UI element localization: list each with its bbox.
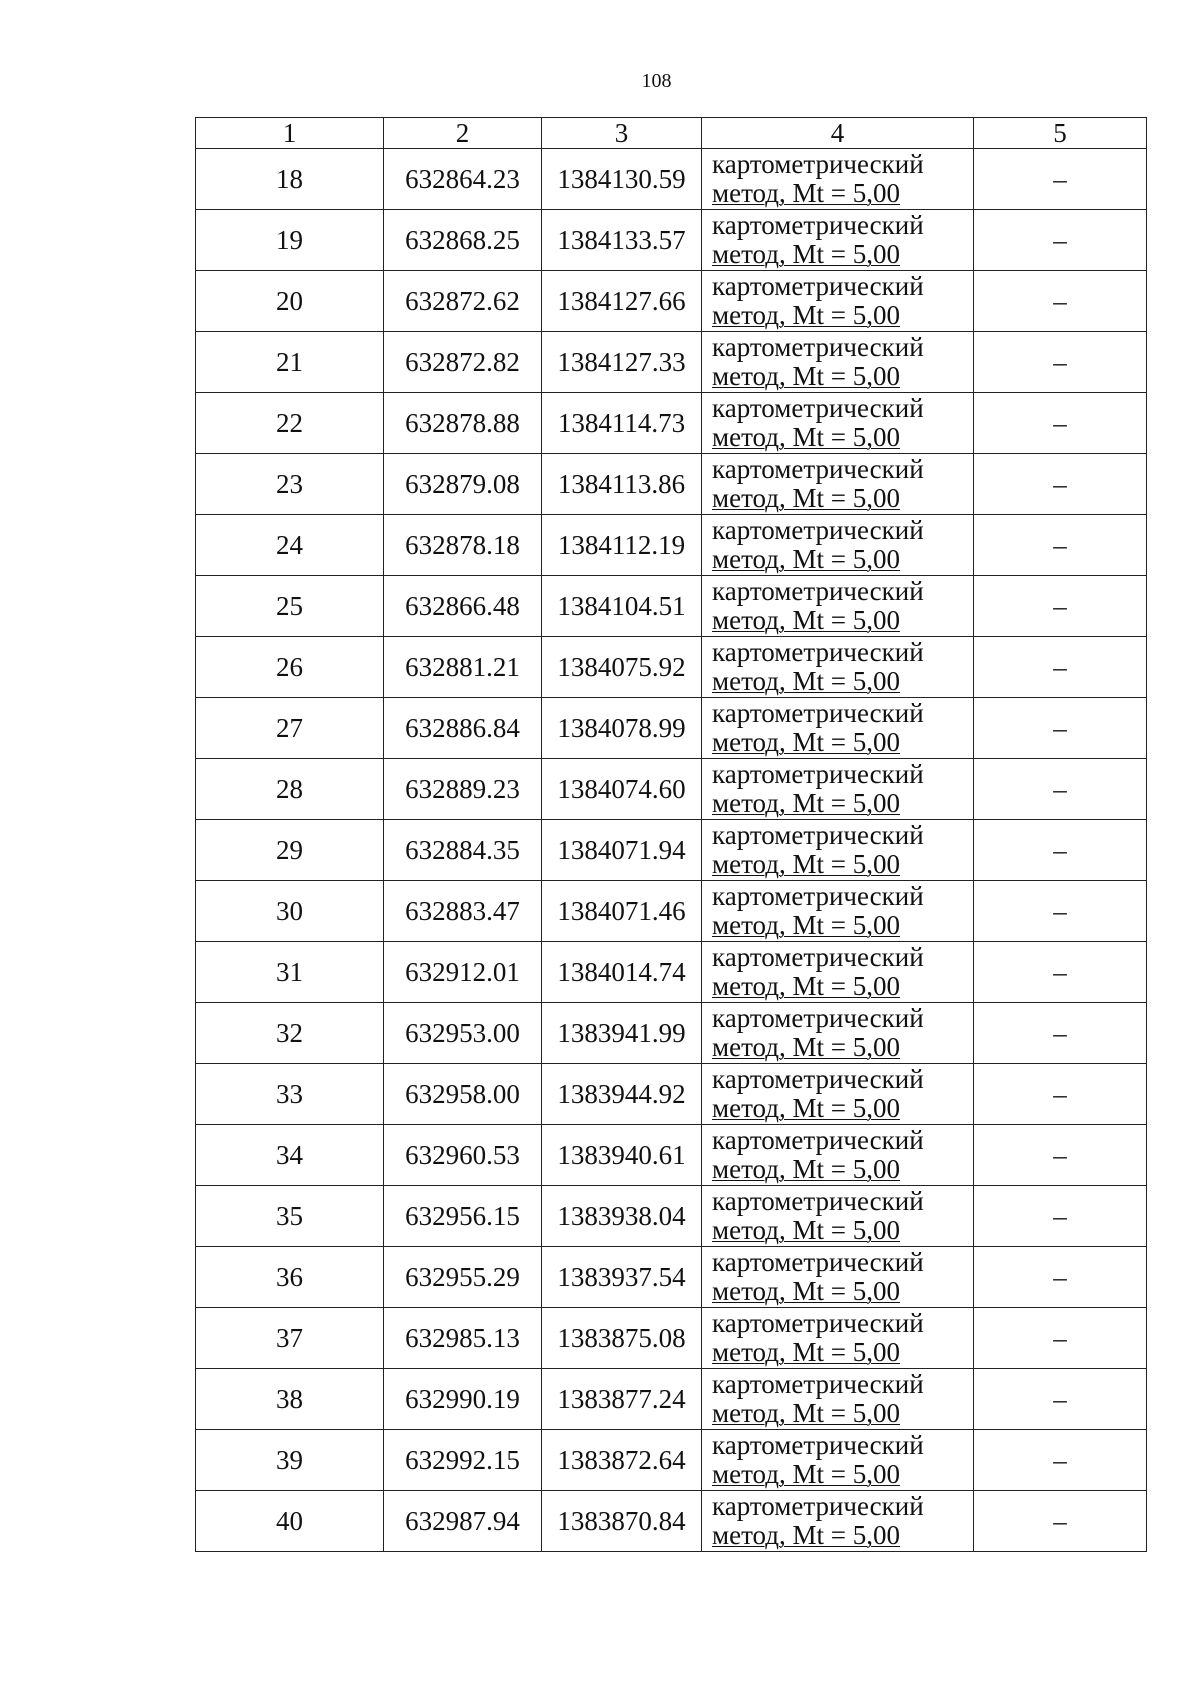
method-text-line-2: метод, Mt = 5,00: [712, 849, 900, 879]
x-coordinate-cell: 632953.00: [384, 1003, 542, 1064]
x-coordinate-cell: 632878.18: [384, 515, 542, 576]
method-text-line-1: картометрический: [712, 149, 924, 179]
x-coordinate-cell: 632960.53: [384, 1125, 542, 1186]
table-row: [196, 1430, 1147, 1491]
column-5-cell: –: [974, 515, 1147, 576]
header-col-1: 1: [196, 118, 384, 149]
point-number-cell: 23: [196, 454, 384, 515]
method-cell: [702, 1369, 974, 1430]
y-coordinate-cell: 1384104.51: [542, 576, 702, 637]
method-text-line-1: картометрический: [712, 271, 924, 301]
method-text-line-2: метод, Mt = 5,00: [712, 178, 900, 208]
table-row: [196, 820, 1147, 881]
header-col-5: 5: [974, 118, 1147, 149]
method-text-line-2: метод, Mt = 5,00: [712, 1459, 900, 1489]
table-row: [196, 393, 1147, 454]
table-row: [196, 1064, 1147, 1125]
y-coordinate-cell: 1383941.99: [542, 1003, 702, 1064]
method-cell: [702, 881, 974, 942]
method-text-line-2: метод, Mt = 5,00: [712, 361, 900, 391]
method-cell: [702, 210, 974, 271]
column-5-cell: –: [974, 332, 1147, 393]
x-coordinate-cell: 632884.35: [384, 820, 542, 881]
x-coordinate-cell: 632878.88: [384, 393, 542, 454]
column-5-cell: –: [974, 1491, 1147, 1552]
x-coordinate-cell: 632866.48: [384, 576, 542, 637]
point-number-cell: 31: [196, 942, 384, 1003]
method-text-line-1: картометрический: [712, 1369, 924, 1399]
x-coordinate-cell: 632990.19: [384, 1369, 542, 1430]
method-text-line-1: картометрический: [712, 1491, 924, 1521]
table-header: [196, 118, 1147, 149]
point-number-cell: 37: [196, 1308, 384, 1369]
method-text-line-1: картометрический: [712, 1064, 924, 1094]
point-number-cell: 32: [196, 1003, 384, 1064]
y-coordinate-cell: 1383940.61: [542, 1125, 702, 1186]
column-5-cell: –: [974, 1064, 1147, 1125]
point-number-cell: 38: [196, 1369, 384, 1430]
method-text-line-1: картометрический: [712, 698, 924, 728]
y-coordinate-cell: 1383872.64: [542, 1430, 702, 1491]
point-number-cell: 26: [196, 637, 384, 698]
y-coordinate-cell: 1384130.59: [542, 149, 702, 210]
x-coordinate-cell: 632912.01: [384, 942, 542, 1003]
method-text-line-2: метод, Mt = 5,00: [712, 1276, 900, 1306]
y-coordinate-cell: 1383938.04: [542, 1186, 702, 1247]
table-row: [196, 332, 1147, 393]
method-cell: [702, 820, 974, 881]
method-text-line-2: метод, Mt = 5,00: [712, 788, 900, 818]
method-text-line-2: метод, Mt = 5,00: [712, 300, 900, 330]
method-text-line-1: картометрический: [712, 759, 924, 789]
point-number-cell: 35: [196, 1186, 384, 1247]
method-cell: [702, 759, 974, 820]
method-cell: [702, 149, 974, 210]
method-cell: [702, 1247, 974, 1308]
table-body: [196, 149, 1147, 1552]
method-cell: [702, 332, 974, 393]
method-text-line-1: картометрический: [712, 1430, 924, 1460]
method-text-line-2: метод, Mt = 5,00: [712, 1154, 900, 1184]
column-5-cell: –: [974, 1308, 1147, 1369]
point-number-cell: 20: [196, 271, 384, 332]
coordinates-table: [195, 117, 1147, 1552]
column-5-cell: –: [974, 820, 1147, 881]
column-5-cell: –: [974, 454, 1147, 515]
method-text-line-1: картометрический: [712, 210, 924, 240]
y-coordinate-cell: 1383870.84: [542, 1491, 702, 1552]
point-number-cell: 24: [196, 515, 384, 576]
column-5-cell: –: [974, 271, 1147, 332]
method-text-line-1: картометрический: [712, 881, 924, 911]
column-5-cell: –: [974, 576, 1147, 637]
table-row: [196, 1186, 1147, 1247]
method-cell: [702, 1430, 974, 1491]
method-text-line-2: метод, Mt = 5,00: [712, 666, 900, 696]
point-number-cell: 39: [196, 1430, 384, 1491]
point-number-cell: 34: [196, 1125, 384, 1186]
method-cell: [702, 1491, 974, 1552]
point-number-cell: 25: [196, 576, 384, 637]
method-cell: [702, 454, 974, 515]
x-coordinate-cell: 632985.13: [384, 1308, 542, 1369]
method-cell: [702, 576, 974, 637]
method-text-line-2: метод, Mt = 5,00: [712, 239, 900, 269]
y-coordinate-cell: 1384078.99: [542, 698, 702, 759]
method-text-line-2: метод, Mt = 5,00: [712, 1337, 900, 1367]
method-cell: [702, 1064, 974, 1125]
header-row: [196, 118, 1147, 149]
x-coordinate-cell: 632992.15: [384, 1430, 542, 1491]
point-number-cell: 18: [196, 149, 384, 210]
table-row: [196, 1125, 1147, 1186]
y-coordinate-cell: 1383877.24: [542, 1369, 702, 1430]
x-coordinate-cell: 632879.08: [384, 454, 542, 515]
header-col-2: 2: [384, 118, 542, 149]
column-5-cell: –: [974, 1430, 1147, 1491]
x-coordinate-cell: 632872.82: [384, 332, 542, 393]
method-text-line-1: картометрический: [712, 454, 924, 484]
method-text-line-2: метод, Mt = 5,00: [712, 971, 900, 1001]
table-row: [196, 698, 1147, 759]
method-text-line-1: картометрический: [712, 332, 924, 362]
method-text-line-1: картометрический: [712, 1186, 924, 1216]
x-coordinate-cell: 632889.23: [384, 759, 542, 820]
method-text-line-1: картометрический: [712, 637, 924, 667]
x-coordinate-cell: 632886.84: [384, 698, 542, 759]
method-text-line-2: метод, Mt = 5,00: [712, 1398, 900, 1428]
column-5-cell: –: [974, 1003, 1147, 1064]
table-row: [196, 881, 1147, 942]
table-row: [196, 1247, 1147, 1308]
y-coordinate-cell: 1383875.08: [542, 1308, 702, 1369]
method-cell: [702, 942, 974, 1003]
table-row: [196, 637, 1147, 698]
y-coordinate-cell: 1384074.60: [542, 759, 702, 820]
x-coordinate-cell: 632868.25: [384, 210, 542, 271]
point-number-cell: 30: [196, 881, 384, 942]
y-coordinate-cell: 1384127.66: [542, 271, 702, 332]
table-row: [196, 576, 1147, 637]
y-coordinate-cell: 1384071.46: [542, 881, 702, 942]
x-coordinate-cell: 632881.21: [384, 637, 542, 698]
point-number-cell: 22: [196, 393, 384, 454]
point-number-cell: 19: [196, 210, 384, 271]
method-text-line-1: картометрический: [712, 1247, 924, 1277]
method-text-line-1: картометрический: [712, 576, 924, 606]
header-col-4: 4: [702, 118, 974, 149]
method-cell: [702, 271, 974, 332]
point-number-cell: 28: [196, 759, 384, 820]
method-text-line-2: метод, Mt = 5,00: [712, 483, 900, 513]
method-text-line-1: картометрический: [712, 942, 924, 972]
column-5-cell: –: [974, 1247, 1147, 1308]
method-cell: [702, 393, 974, 454]
method-cell: [702, 1186, 974, 1247]
column-5-cell: –: [974, 1369, 1147, 1430]
table-row: [196, 759, 1147, 820]
y-coordinate-cell: 1384075.92: [542, 637, 702, 698]
x-coordinate-cell: 632987.94: [384, 1491, 542, 1552]
y-coordinate-cell: 1384127.33: [542, 332, 702, 393]
method-text-line-1: картометрический: [712, 1308, 924, 1338]
method-text-line-2: метод, Mt = 5,00: [712, 910, 900, 940]
method-text-line-2: метод, Mt = 5,00: [712, 1093, 900, 1123]
method-text-line-1: картометрический: [712, 393, 924, 423]
method-text-line-2: метод, Mt = 5,00: [712, 1520, 900, 1550]
y-coordinate-cell: 1384112.19: [542, 515, 702, 576]
column-5-cell: –: [974, 942, 1147, 1003]
column-5-cell: –: [974, 759, 1147, 820]
point-number-cell: 33: [196, 1064, 384, 1125]
point-number-cell: 29: [196, 820, 384, 881]
y-coordinate-cell: 1384071.94: [542, 820, 702, 881]
method-text-line-2: метод, Mt = 5,00: [712, 727, 900, 757]
x-coordinate-cell: 632958.00: [384, 1064, 542, 1125]
y-coordinate-cell: 1384114.73: [542, 393, 702, 454]
table-row: [196, 454, 1147, 515]
method-text-line-1: картометрический: [712, 1125, 924, 1155]
y-coordinate-cell: 1383937.54: [542, 1247, 702, 1308]
table-row: [196, 210, 1147, 271]
method-text-line-1: картометрический: [712, 1003, 924, 1033]
x-coordinate-cell: 632864.23: [384, 149, 542, 210]
column-5-cell: –: [974, 393, 1147, 454]
point-number-cell: 21: [196, 332, 384, 393]
y-coordinate-cell: 1384133.57: [542, 210, 702, 271]
method-cell: [702, 1308, 974, 1369]
method-cell: [702, 1125, 974, 1186]
point-number-cell: 40: [196, 1491, 384, 1552]
table-row: [196, 515, 1147, 576]
x-coordinate-cell: 632956.15: [384, 1186, 542, 1247]
method-cell: [702, 637, 974, 698]
method-cell: [702, 698, 974, 759]
x-coordinate-cell: 632883.47: [384, 881, 542, 942]
table-row: [196, 1369, 1147, 1430]
column-5-cell: –: [974, 637, 1147, 698]
method-text-line-2: метод, Mt = 5,00: [712, 1215, 900, 1245]
method-text-line-1: картометрический: [712, 515, 924, 545]
x-coordinate-cell: 632872.62: [384, 271, 542, 332]
column-5-cell: –: [974, 698, 1147, 759]
point-number-cell: 36: [196, 1247, 384, 1308]
method-text-line-2: метод, Mt = 5,00: [712, 422, 900, 452]
column-5-cell: –: [974, 1125, 1147, 1186]
table-row: [196, 942, 1147, 1003]
column-5-cell: –: [974, 210, 1147, 271]
point-number-cell: 27: [196, 698, 384, 759]
column-5-cell: –: [974, 149, 1147, 210]
table-row: [196, 1003, 1147, 1064]
method-text-line-2: метод, Mt = 5,00: [712, 605, 900, 635]
page-number: 108: [641, 70, 672, 92]
table-row: [196, 271, 1147, 332]
column-5-cell: –: [974, 881, 1147, 942]
method-text-line-1: картометрический: [712, 820, 924, 850]
table-row: [196, 149, 1147, 210]
method-text-line-2: метод, Mt = 5,00: [712, 544, 900, 574]
x-coordinate-cell: 632955.29: [384, 1247, 542, 1308]
method-cell: [702, 1003, 974, 1064]
y-coordinate-cell: 1384014.74: [542, 942, 702, 1003]
y-coordinate-cell: 1383944.92: [542, 1064, 702, 1125]
header-col-3: 3: [542, 118, 702, 149]
method-cell: [702, 515, 974, 576]
table-row: [196, 1491, 1147, 1552]
table-row: [196, 1308, 1147, 1369]
column-5-cell: –: [974, 1186, 1147, 1247]
y-coordinate-cell: 1384113.86: [542, 454, 702, 515]
method-text-line-2: метод, Mt = 5,00: [712, 1032, 900, 1062]
